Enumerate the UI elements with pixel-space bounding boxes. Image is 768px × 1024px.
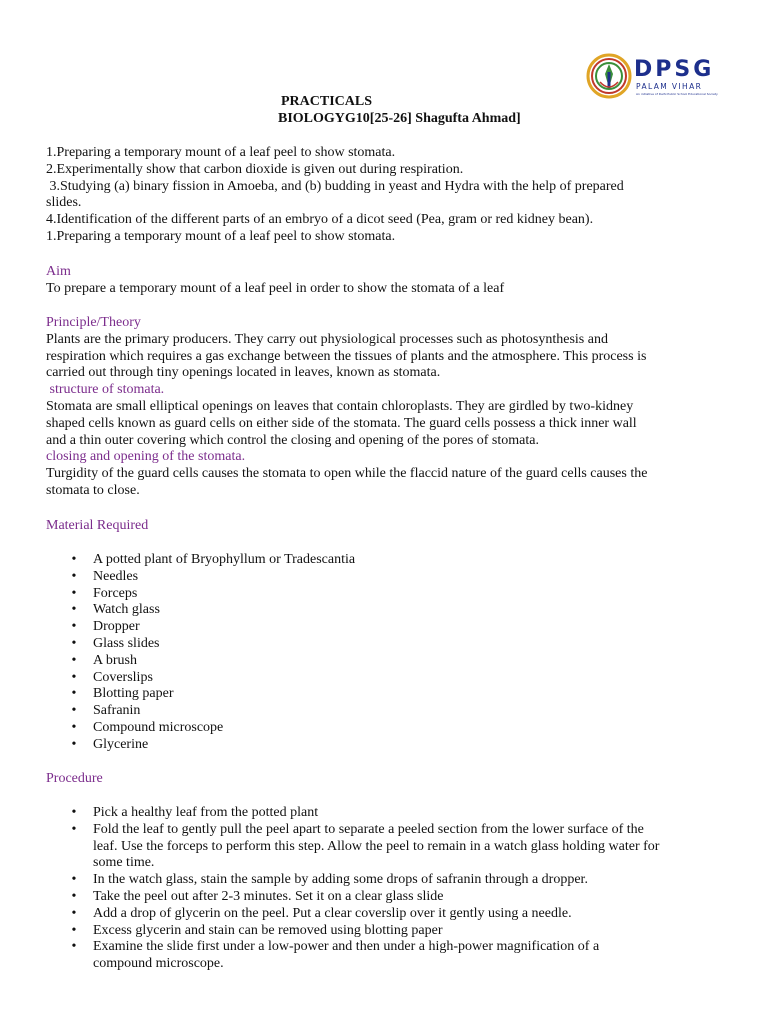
bullet-icon: • xyxy=(71,635,77,651)
structure-line: shaped cells known as guard cells on either side of the stomata. The guard cells possess a thick inner wall xyxy=(46,415,637,431)
material-item xyxy=(46,686,726,703)
closing-line: stomata to close. xyxy=(46,482,140,498)
material-item xyxy=(46,720,726,737)
bullet-icon: • xyxy=(71,652,77,668)
materials-heading: Material Required xyxy=(46,518,149,533)
structure-heading: structure of stomata. xyxy=(46,382,165,398)
material-item xyxy=(46,602,726,619)
logo-brand: DPSG xyxy=(634,57,715,82)
materials-section xyxy=(46,518,726,535)
material-item-text: Watch glass xyxy=(93,602,160,618)
material-item xyxy=(46,737,726,754)
structure-line: Stomata are small elliptical openings on leaves that contain chloroplasts. They are girdled by two-kidney xyxy=(46,398,634,414)
bullet-icon: • xyxy=(71,736,77,752)
procedure-step-line: Examine the slide first under a low-power and then under a high-power magnification of a xyxy=(93,939,600,955)
experiment-line: 2.Experimentally show that carbon dioxide is given out during respiration. xyxy=(46,161,464,177)
material-item-text: Glass slides xyxy=(93,635,160,651)
bullet-icon: • xyxy=(71,552,77,567)
page-subtitle: BIOLOGYG10[25-26] Shagufta Ahmad] xyxy=(278,111,521,126)
material-item-text: Dropper xyxy=(93,619,140,635)
bullet-icon: • xyxy=(71,719,77,735)
aim-text: To prepare a temporary mount of a leaf peel in order to show the stomata of a leaf xyxy=(46,280,505,296)
bullet-icon: • xyxy=(71,585,77,601)
procedure-step xyxy=(46,923,726,940)
material-item xyxy=(46,552,726,569)
page-title: PRACTICALS xyxy=(281,94,373,109)
bullet-icon: • xyxy=(71,905,77,921)
procedure-section xyxy=(46,771,726,788)
material-item-text: Compound microscope xyxy=(93,719,224,735)
logo-subtitle: PALAM VIHAR xyxy=(636,82,703,91)
closing-line: Turgidity of the guard cells causes the stomata to open while the flaccid nature of the guard cells causes the xyxy=(46,466,648,482)
logo-tagline: An initiative of Delhi Public School Educational Society xyxy=(636,92,718,96)
material-item-text: Blotting paper xyxy=(93,686,174,702)
bullet-icon: • xyxy=(71,888,77,904)
material-item-text: A potted plant of Bryophyllum or Tradescantia xyxy=(93,552,356,567)
material-item-text: Safranin xyxy=(93,703,141,719)
materials-list xyxy=(46,552,726,754)
material-item-text: A brush xyxy=(93,652,137,668)
procedure-step-line: Pick a healthy leaf from the potted plant xyxy=(93,805,319,820)
material-item xyxy=(46,569,726,586)
bullet-icon: • xyxy=(71,686,77,702)
structure-line: and a thin outer covering which control the closing and opening of the pores of stomata. xyxy=(46,432,539,448)
closing-heading: closing and opening of the stomata. xyxy=(46,449,246,465)
material-item xyxy=(46,653,726,670)
material-item xyxy=(46,670,726,687)
experiment-line: 4.Identification of the different parts of an embryo of a dicot seed (Pea, gram or red kidney bean). xyxy=(46,212,594,228)
principle-section xyxy=(46,315,726,500)
procedure-list xyxy=(46,805,726,973)
material-item-text: Forceps xyxy=(93,585,138,601)
procedure-step xyxy=(46,822,726,872)
school-logo xyxy=(586,52,718,100)
materials-list-wrap xyxy=(46,552,726,754)
bullet-icon: • xyxy=(71,939,77,955)
material-item xyxy=(46,586,726,603)
procedure-list-wrap xyxy=(46,805,726,973)
aim-heading: Aim xyxy=(46,264,71,279)
bullet-icon: • xyxy=(71,619,77,635)
procedure-step xyxy=(46,889,726,906)
principle-heading: Principle/Theory xyxy=(46,315,141,330)
experiment-line: 1.Preparing a temporary mount of a leaf peel to show stomata. xyxy=(46,145,396,160)
principle-line: carried out through tiny openings located in leaves, known as stomata. xyxy=(46,365,441,381)
bullet-icon: • xyxy=(71,872,77,888)
material-item xyxy=(46,636,726,653)
procedure-step-line: In the watch glass, stain the sample by adding some drops of safranin through a dropper. xyxy=(93,872,588,888)
bullet-icon: • xyxy=(71,568,77,584)
material-item-text: Needles xyxy=(93,568,139,584)
procedure-heading: Procedure xyxy=(46,771,103,786)
bullet-icon: • xyxy=(71,805,77,820)
procedure-step-line: leaf. Use the forceps to perform this step. Allow the peel to remain in a watch glass holding water for xyxy=(93,838,660,854)
procedure-step xyxy=(46,939,726,973)
experiment-line: 1.Preparing a temporary mount of a leaf peel to show stomata. xyxy=(46,228,396,244)
experiment-list xyxy=(46,145,726,246)
procedure-step-line: compound microscope. xyxy=(93,956,224,972)
bullet-icon: • xyxy=(71,922,77,938)
procedure-step-line: Fold the leaf to gently pull the peel apart to separate a peeled section from the lower surface of the xyxy=(93,821,644,837)
bullet-icon: • xyxy=(71,669,77,685)
procedure-step xyxy=(46,906,726,923)
school-crest-icon xyxy=(586,52,632,100)
experiment-line: 3.Studying (a) binary fission in Amoeba, and (b) budding in yeast and Hydra with the help of prepared xyxy=(46,178,624,194)
procedure-step xyxy=(46,805,726,822)
material-item-text: Glycerine xyxy=(93,736,149,752)
aim-section xyxy=(46,264,726,298)
principle-line: Plants are the primary producers. They carry out physiological processes such as photosynthesis and xyxy=(46,331,608,347)
bullet-icon: • xyxy=(71,821,77,837)
procedure-step-line: Excess glycerin and stain can be removed using blotting paper xyxy=(93,922,443,938)
material-item-text: Coverslips xyxy=(93,669,153,685)
bullet-icon: • xyxy=(71,602,77,618)
material-item xyxy=(46,703,726,720)
experiment-line: slides. xyxy=(46,195,82,211)
procedure-step xyxy=(46,872,726,889)
procedure-step-line: some time. xyxy=(93,855,155,871)
procedure-step-line: Add a drop of glycerin on the peel. Put a clear coverslip over it gently using a needle. xyxy=(93,905,572,921)
principle-line: respiration which requires a gas exchange between the tissues of plants and the atmosphere. This process is xyxy=(46,348,647,364)
procedure-step-line: Take the peel out after 2-3 minutes. Set it on a clear glass slide xyxy=(93,888,444,904)
bullet-icon: • xyxy=(71,703,77,719)
material-item xyxy=(46,619,726,636)
